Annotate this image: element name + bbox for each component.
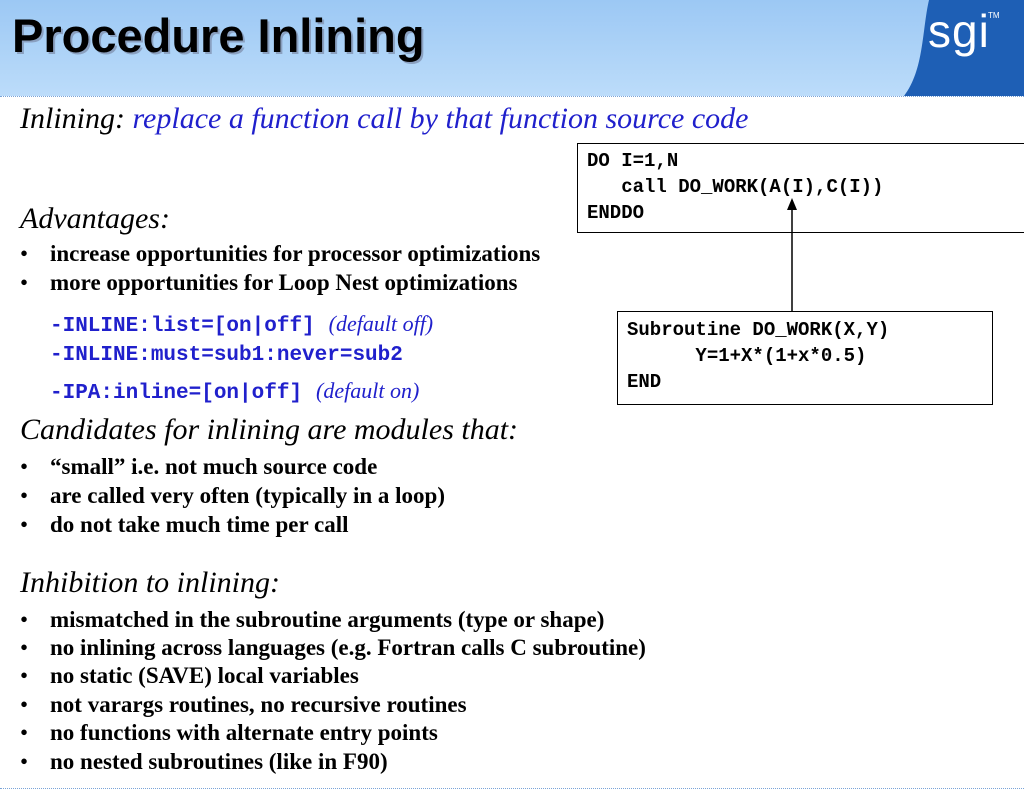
compiler-option: -INLINE:list=[on|off] (default off) (50, 311, 434, 338)
code-line: END (627, 371, 662, 393)
code-line: Subroutine DO_WORK(X,Y) (627, 319, 890, 341)
code-line: call DO_WORK(A(I),C(I)) (587, 176, 884, 198)
candidate-item: • are called very often (typically in a loop) (20, 483, 445, 508)
inhibition-item: • no static (SAVE) local variables (20, 663, 359, 688)
code-line: DO I=1,N (587, 150, 679, 172)
definition-text: replace a function call by that function source code (132, 102, 749, 135)
advantage-item: • more opportunities for Loop Nest optimizations (20, 270, 518, 295)
inhibition-item: • no inlining across languages (e.g. Fortran calls C subroutine) (20, 635, 646, 660)
compiler-option: -IPA:inline=[on|off] (default on) (50, 378, 420, 405)
inhibition-item: • no functions with alternate entry points (20, 720, 438, 745)
code-line: ENDDO (587, 202, 645, 224)
trademark-mark: TM (988, 11, 1000, 20)
code-line: Y=1+X*(1+x*0.5) (627, 345, 867, 367)
inhibition-heading: Inhibition to inlining: (20, 566, 280, 599)
inhibition-item: • no nested subroutines (like in F90) (20, 749, 388, 774)
definition-line (20, 102, 748, 136)
header-divider (0, 96, 1024, 97)
call-arrow (780, 196, 804, 314)
candidate-item: • do not take much time per call (20, 512, 349, 537)
subroutine-code-box (617, 311, 993, 405)
advantages-heading: Advantages: (20, 202, 170, 235)
sgi-logo: sgi (928, 5, 990, 57)
footer-divider (0, 788, 1024, 789)
definition-term: Inlining: (20, 102, 125, 135)
page-title: Procedure Inlining (12, 9, 425, 62)
advantage-item: • increase opportunities for processor optimizations (20, 241, 541, 266)
compiler-option: -INLINE:must=sub1:never=sub2 (50, 344, 403, 367)
candidate-item: • “small” i.e. not much source code (20, 454, 378, 479)
inhibition-item: • mismatched in the subroutine arguments (type or shape) (20, 607, 605, 632)
inhibition-item: • not varargs routines, no recursive routines (20, 692, 467, 717)
candidates-heading: Candidates for inlining are modules that: (20, 413, 519, 446)
